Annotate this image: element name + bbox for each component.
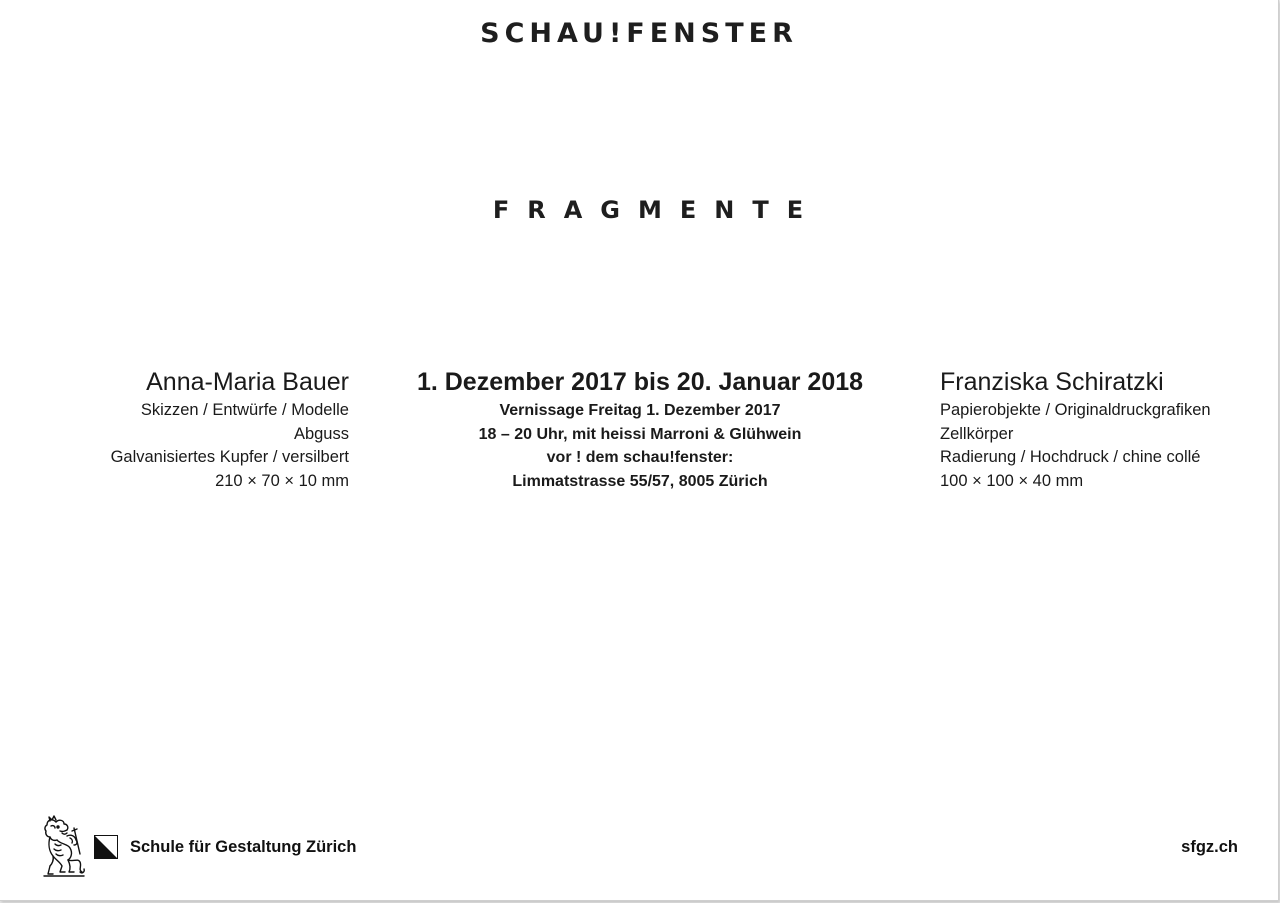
exhibition-dates: 1. Dezember 2017 bis 20. Januar 2018 — [416, 368, 864, 396]
website-link[interactable]: sfgz.ch — [1181, 838, 1238, 856]
artist-right — [940, 365, 1211, 493]
artist-right-works: Papierobjekte / Originaldruckgrafiken — [940, 401, 1211, 419]
venue-address: Limmatstrasse 55/57, 8005 Zürich — [512, 472, 768, 490]
school-logo — [38, 814, 356, 880]
exhibition-title: FRAGMENTE — [492, 196, 822, 224]
venue-line: vor ! dem schau!fenster: — [546, 449, 734, 466]
zurich-lion-icon — [38, 814, 88, 880]
artist-left — [111, 365, 349, 493]
vernissage-time: 18 – 20 Uhr, mit heissi Marroni & Glühwein — [478, 425, 802, 443]
artist-right-technique: Zellkörper — [940, 424, 1014, 443]
vernissage-date: Vernissage Freitag 1. Dezember 2017 — [499, 402, 781, 419]
school-name: Schule für Gestaltung Zürich — [130, 837, 357, 856]
artist-left-dimensions: 210 × 70 × 10 mm — [215, 471, 349, 490]
artist-right-material: Radierung / Hochdruck / chine collé — [940, 448, 1201, 466]
artist-right-name: Franziska Schiratzki — [940, 368, 1164, 396]
artist-left-name: Anna-Maria Bauer — [146, 368, 349, 396]
artist-right-dimensions: 100 × 100 × 40 mm — [940, 471, 1084, 490]
event-details — [380, 365, 900, 493]
artist-left-material: Galvanisiertes Kupfer / versilbert — [110, 448, 349, 466]
brand-title: SCHAU!FENSTER — [480, 18, 798, 49]
zurich-flag-icon — [94, 835, 118, 859]
artist-left-works: Skizzen / Entwürfe / Modelle — [140, 401, 349, 419]
artist-left-technique: Abguss — [293, 424, 349, 443]
